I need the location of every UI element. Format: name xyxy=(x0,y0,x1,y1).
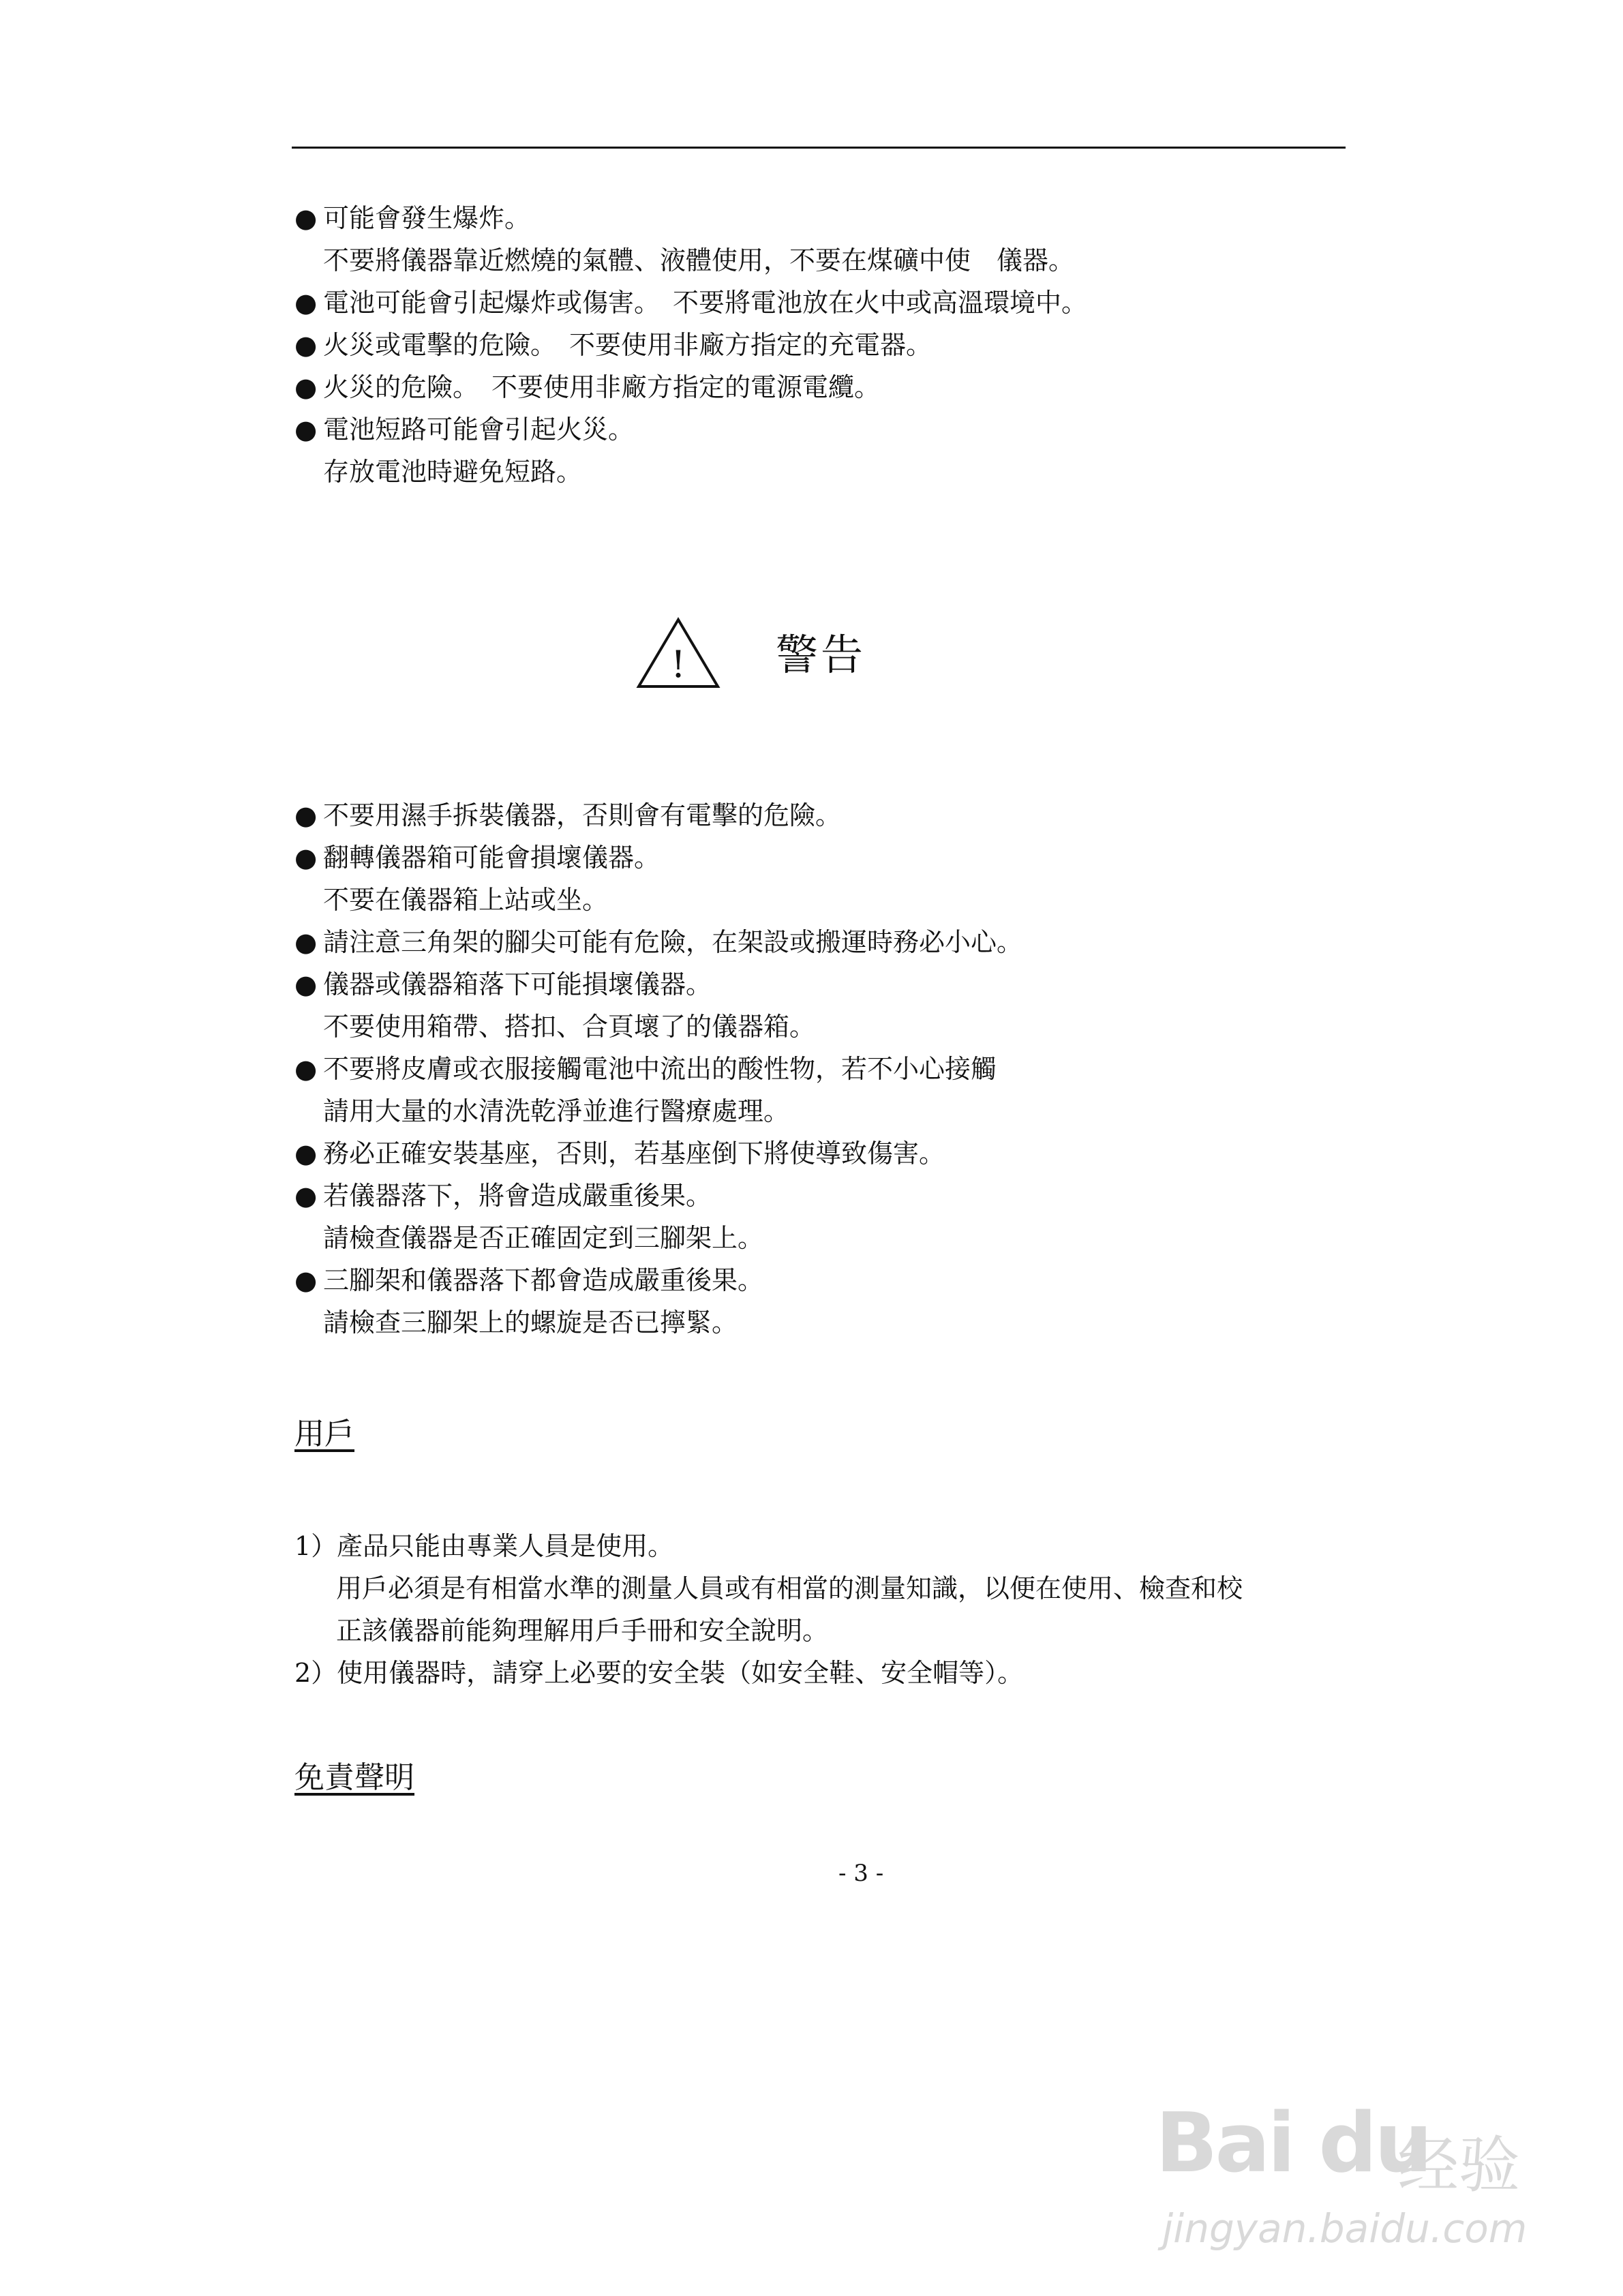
header-rule xyxy=(292,147,1346,149)
user-line: 用戶必須是有相當水準的測量人員或有相當的測量知識，以便在使用、檢查和校 xyxy=(310,1573,1243,1603)
warning-line: 務必正確安裝基座，否則，若基座倒下將使導致傷害。 xyxy=(323,1138,945,1168)
warning-line: 請用大量的水清洗乾淨並進行醫療處理。 xyxy=(323,1096,790,1126)
bullet: ● xyxy=(294,1181,318,1211)
warning-line: 不要將皮膚或衣服接觸電池中流出的酸性物，若不小心接觸 xyxy=(323,1054,997,1084)
warning-title: 警告 xyxy=(776,630,866,680)
warning-line: 翻轉儀器箱可能會損壞儀器。 xyxy=(323,843,661,873)
caution-line: 存放電池時避免短路。 xyxy=(323,457,583,487)
warning-line: 不要用濕手拆裝儀器，否則會有電擊的危險。 xyxy=(323,800,842,830)
caution-line: 可能會發生爆炸。 xyxy=(323,203,531,233)
bullet: ● xyxy=(294,800,318,830)
watermark-logo: Bai du xyxy=(1155,2096,1430,2191)
bullet: ● xyxy=(294,927,318,957)
bullet: ● xyxy=(294,1265,318,1295)
page-number: - 3 - xyxy=(838,1860,884,1887)
warning-line: 儀器或儀器箱落下可能損壞儀器。 xyxy=(323,969,712,999)
baidu-jingyan-watermark xyxy=(1155,2096,1537,2260)
bullet: ● xyxy=(294,969,318,999)
warning-line: 請注意三角架的腳尖可能有危險，在架設或搬運時務必小心。 xyxy=(323,927,1023,957)
bullet: ● xyxy=(294,1138,318,1168)
warning-line: 若儀器落下，將會造成嚴重後果。 xyxy=(323,1181,712,1211)
warning-line: 三腳架和儀器落下都會造成嚴重後果。 xyxy=(323,1265,764,1295)
caution-line: 火災或電擊的危險。 不要使用非廠方指定的充電器。 xyxy=(323,330,932,360)
warning-line: 請檢查儀器是否正確固定到三腳架上。 xyxy=(323,1223,764,1253)
bullet: ● xyxy=(294,330,318,360)
watermark-url: jingyan.baidu.com xyxy=(1162,2205,1528,2252)
bullet: ● xyxy=(294,203,318,233)
disclaimer-heading: 免責聲明 xyxy=(294,1760,414,1795)
caution-line: 火災的危險。 不要使用非廠方指定的電源電纜。 xyxy=(323,372,881,402)
user-heading: 用戶 xyxy=(294,1417,354,1451)
warning-line: 不要使用箱帶、搭扣、合頁壞了的儀器箱。 xyxy=(323,1012,816,1042)
bullet: ● xyxy=(294,843,318,873)
warning-line: 不要在儀器箱上站或坐。 xyxy=(323,885,609,915)
warning-icon-glyph: ! xyxy=(671,643,686,686)
warning-triangle-icon xyxy=(636,617,721,689)
bullet: ● xyxy=(294,1054,318,1084)
watermark-label: 经验 xyxy=(1397,2130,1520,2201)
warning-line: 請檢查三腳架上的螺旋是否已擰緊。 xyxy=(323,1308,738,1338)
user-line: 正該儀器前能夠理解用戶手冊和安全說明。 xyxy=(310,1616,829,1646)
bullet: ● xyxy=(294,372,318,402)
user-line: 2）使用儀器時，請穿上必要的安全裝（如安全鞋、安全帽等）。 xyxy=(294,1658,1024,1688)
caution-line: 電池可能會引起爆炸或傷害。 不要將電池放在火中或高溫環境中。 xyxy=(323,288,1088,318)
bullet: ● xyxy=(294,414,318,444)
caution-line: 不要將儀器靠近燃燒的氣體、液體使用，不要在煤礦中使 儀器。 xyxy=(323,245,1075,275)
bullet: ● xyxy=(294,288,318,318)
caution-line: 電池短路可能會引起火災。 xyxy=(323,414,635,444)
user-line: 1）產品只能由專業人員是使用。 xyxy=(294,1531,674,1561)
